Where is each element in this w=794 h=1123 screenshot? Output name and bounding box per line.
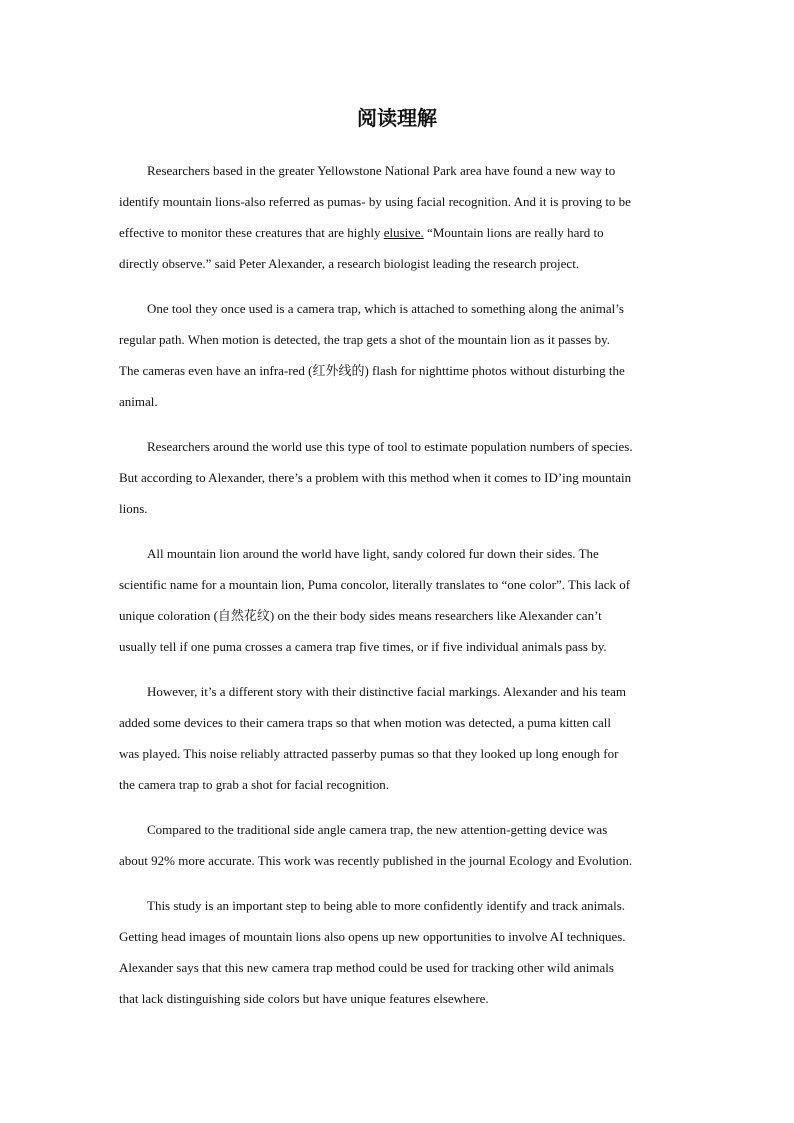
line-text: effective to monitor these creatures that are highly <box>119 225 384 240</box>
paragraph-line: usually tell if one puma crosses a camera trap five times, or if five individual animals pass by. <box>119 639 607 654</box>
paragraph-7 <box>119 890 675 1014</box>
paragraph-line: This study is an important step to being able to more confidently identify and track animals. <box>147 898 626 913</box>
paragraph-line <box>119 217 675 248</box>
paragraph-line: was played. This noise reliably attracted passerby pumas so that they looked up long enough for <box>119 746 619 761</box>
paragraph-line: Compared to the traditional side angle camera trap, the new attention-getting device was <box>147 822 608 837</box>
paragraph-4 <box>119 538 675 662</box>
paragraph-line: But according to Alexander, there’s a problem with this method when it comes to ID’ing mountain <box>119 470 632 485</box>
paragraph-line: that lack distinguishing side colors but have unique features elsewhere. <box>119 991 489 1006</box>
paragraph-line: Alexander says that this new camera trap method could be used for tracking other wild animals <box>119 960 614 975</box>
paragraph-line: Researchers around the world use this type of tool to estimate population numbers of species. <box>147 439 633 454</box>
paragraph-3 <box>119 431 675 524</box>
article-body <box>119 155 675 1028</box>
paragraph-6 <box>119 814 675 876</box>
paragraph-line: identify mountain lions-also referred as pumas- by using facial recognition. And it is proving to be <box>119 194 631 209</box>
paragraph-line: regular path. When motion is detected, the trap gets a shot of the mountain lion as it passes by. <box>119 332 610 347</box>
paragraph-line: Getting head images of mountain lions also opens up new opportunities to involve AI techniques. <box>119 929 626 944</box>
paragraph-line: directly observe.” said Peter Alexander, a research biologist leading the research project. <box>119 256 580 271</box>
line-text: “Mountain lions are really hard to <box>423 225 604 240</box>
paragraph-line: added some devices to their camera traps so that when motion was detected, a puma kitten call <box>119 715 612 730</box>
paragraph-line: lions. <box>119 501 148 516</box>
paragraph-2 <box>119 293 675 417</box>
paragraph-1 <box>119 155 675 279</box>
paragraph-line: However, it’s a different story with their distinctive facial markings. Alexander and his team <box>147 684 627 699</box>
paragraph-line: animal. <box>119 394 158 409</box>
paragraph-line: the camera trap to grab a shot for facial recognition. <box>119 777 389 792</box>
paragraph-5 <box>119 676 675 800</box>
paragraph-line: The cameras even have an infra-red (红外线的) flash for nighttime photos without disturbing the <box>119 363 625 378</box>
paragraph-line: scientific name for a mountain lion, Puma concolor, literally translates to “one color”. This lack of <box>119 577 631 592</box>
paragraph-line: Researchers based in the greater Yellowstone National Park area have found a new way to <box>147 163 616 178</box>
page-title: 阅读理解 <box>357 106 437 130</box>
paragraph-line: All mountain lion around the world have light, sandy colored fur down their sides. The <box>147 546 599 561</box>
paragraph-line: One tool they once used is a camera trap, which is attached to something along the animal’s <box>147 301 624 316</box>
underlined-word-elusive: elusive. <box>383 225 424 240</box>
paragraph-line: about 92% more accurate. This work was recently published in the journal Ecology and Evolution. <box>119 853 633 868</box>
paragraph-line: unique coloration (自然花纹) on the their body sides means researchers like Alexander can’t <box>119 608 602 623</box>
